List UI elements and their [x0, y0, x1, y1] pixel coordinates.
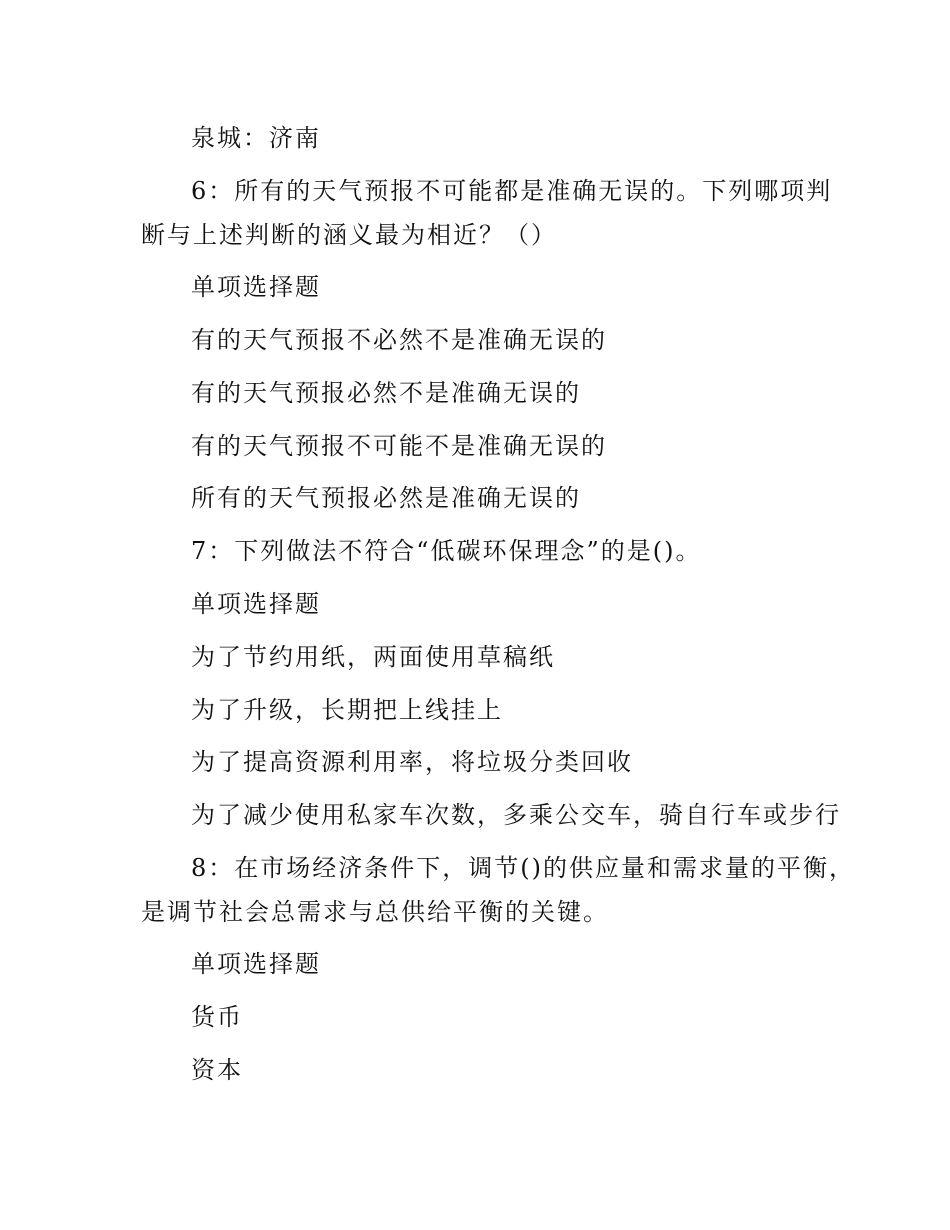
question-type-label: 单项选择题	[191, 950, 321, 978]
question-6-text: 6：所有的天气预报不可能都是准确无误的。下列哪项判	[191, 177, 833, 205]
option-line: 为了升级，长期把上线挂上	[191, 696, 503, 724]
question-8-text: 8：在市场经济条件下，调节()的供应量和需求量的平衡，	[191, 854, 855, 882]
option-line: 货币	[191, 1003, 243, 1031]
option-line: 为了节约用纸，两面使用草稿纸	[191, 643, 555, 671]
option-line: 为了减少使用私家车次数，多乘公交车，骑自行车或步行	[191, 801, 841, 829]
option-line: 所有的天气预报必然是准确无误的	[191, 484, 581, 512]
question-type-label: 单项选择题	[191, 273, 321, 301]
answer-line: 泉城：济南	[191, 124, 321, 152]
option-line: 资本	[191, 1056, 243, 1084]
option-line: 有的天气预报不可能不是准确无误的	[191, 432, 607, 460]
question-8-text-continued: 是调节社会总需求与总供给平衡的关键。	[141, 898, 609, 926]
question-type-label: 单项选择题	[191, 590, 321, 618]
option-line: 为了提高资源利用率，将垃圾分类回收	[191, 748, 633, 776]
question-7-text: 7：下列做法不符合“低碳环保理念”的是()。	[191, 537, 702, 565]
question-6-text-continued: 断与上述判断的涵义最为相近？（）	[141, 221, 557, 249]
option-line: 有的天气预报必然不是准确无误的	[191, 379, 581, 407]
option-line: 有的天气预报不必然不是准确无误的	[191, 326, 607, 354]
